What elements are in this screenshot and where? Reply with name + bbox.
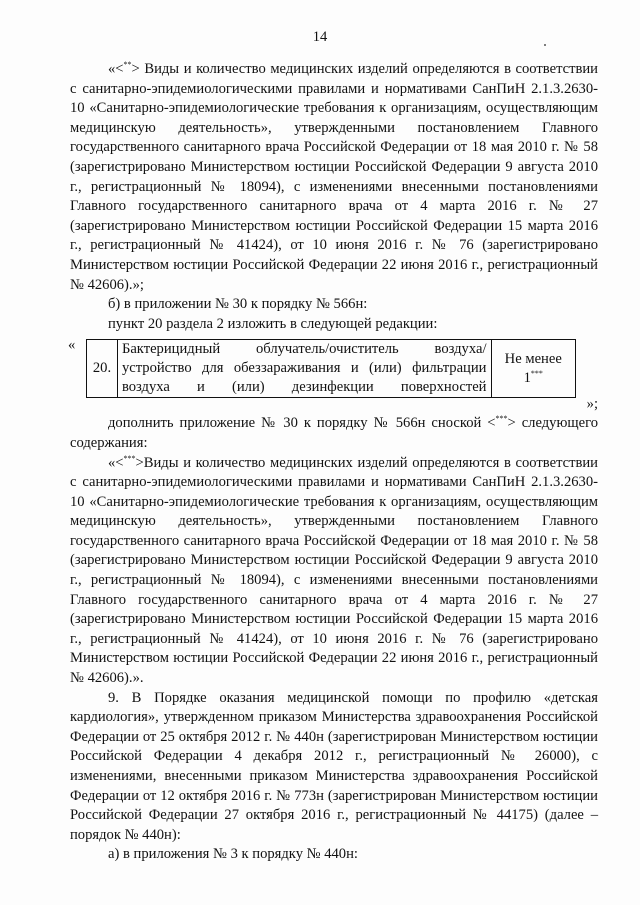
footnote-text: >Виды и количество медицинских изделий определяются в соответствии с санитарно-эпидемиологическими правилами и нормативами СанПиН 2.1.3.2630-10 «Санитарно-эпидемиологические требования к организациям, осуществляющим медицинскую деятельность», утвержденными постановлением Главного государственного санитарного врача Российской Федерации от 18 мая 2010 г. № 58 (зарегистрировано Министерством юстиции Российской Федерации 9 августа 2010 г., регистрационный № 18094), с изменениями внесенными постановлениями Главного государственного санитарного врача от 4 марта 2016 г. № 27 (зарегистрировано Министерством юстиции Российской Федерации 15 марта 2016 г., регистрационный № 41424), от 10 июня 2016 г. № 76 (зарегистрировано Министерством юстиции Российской Федерации 22 июня 2016 г., регистрационный № 42606).».: [70, 454, 598, 687]
item-b-paragraph: б) в приложении № 30 к порядку № 566н:: [108, 296, 368, 313]
quote-open: «: [68, 337, 76, 354]
row-value-text: Не менее 1: [504, 350, 562, 386]
quote-close: »;: [586, 395, 598, 412]
footnote-stars: **: [123, 60, 132, 70]
row-value: [491, 340, 576, 398]
footnote-marker: «<: [108, 454, 124, 471]
scan-speck: [544, 44, 546, 46]
page-content: [70, 60, 598, 865]
footnote-paragraph-2: [70, 454, 598, 689]
footnote-paragraph-1: [70, 60, 598, 295]
addition-text-after: > следующего содержания:: [70, 415, 598, 451]
footnote-stars: ***: [123, 453, 136, 463]
amendment-table-block: [70, 336, 598, 414]
addition-stars: ***: [495, 414, 508, 424]
footnote-marker: «<: [108, 61, 124, 77]
row-value-stars: ***: [530, 368, 543, 378]
item-b-instruction: пункт 20 раздела 2 изложить в следующей редакции:: [108, 315, 438, 332]
section-9-paragraph: 9. В Порядке оказания медицинской помощи по профилю «детская кардиология», утвержденном приказом Министерства здравоохранения Российской Федерации от 25 октября 2012 г. № 440н (зарегистрирован Министерством юстиции Российской Федерации 4 декабря 2012 г., регистрационный № 26000), с изменениями, внесенными приказом Министерства здравоохранения Российской Федерации от 12 октября 2016 г. № 773н (зарегистрирован Министерством юстиции Российской Федерации 27 октября 2016 г., регистрационный № 44175) (далее – порядок № 440н):: [70, 689, 598, 843]
row-description: Бактерицидный облучатель/очиститель воздуха/устройство для обеззараживания и (или) фильтрации воздуха и (или) дезинфекции поверхностей: [117, 340, 491, 398]
equipment-table: [86, 339, 576, 398]
footnote-text: > Виды и количество медицинских изделий определяются в соответствии с санитарно-эпидемиологическими правилами и нормативами СанПиН 2.1.3.2630-10 «Санитарно-эпидемиологические требования к организациям, осуществляющим медицинскую деятельность», утвержденными постановлением Главного государственного санитарного врача Российской Федерации от 18 мая 2010 г. № 58 (зарегистрировано Министерством юстиции Российской Федерации 9 августа 2010 г., регистрационный № 18094), с изменениями внесенными постановлениями Главного государственного санитарного врача от 4 марта 2016 г. № 27 (зарегистрировано Министерством юстиции Российской Федерации 15 марта 2016 г., регистрационный № 41424), от 10 июня 2016 г. № 76 (зарегистрировано Министерством юстиции Российской Федерации 22 июня 2016 г., регистрационный № 42606).»;: [70, 61, 598, 293]
row-number: 20.: [87, 340, 118, 398]
addition-text-before: дополнить приложение № 30 к порядку № 566н сноской <: [108, 415, 496, 432]
table-row: [87, 340, 576, 398]
item-a-paragraph: а) в приложения № 3 к порядку № 440н:: [108, 846, 358, 863]
addition-paragraph: [70, 414, 598, 453]
page-number: 14: [312, 29, 328, 45]
